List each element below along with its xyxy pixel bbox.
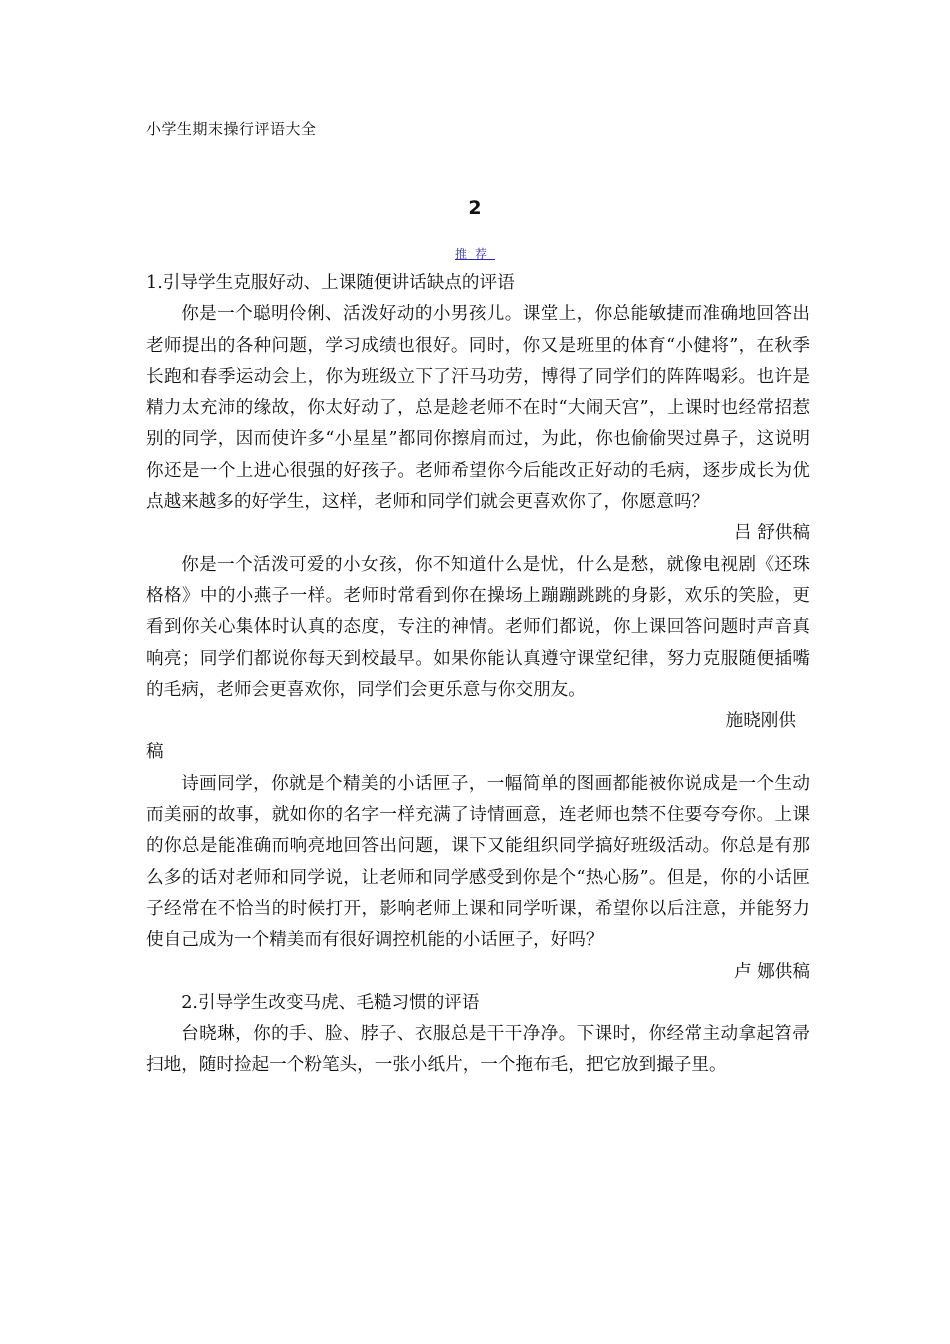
document-header: 小学生期末操行评语大全 [146,120,317,138]
section-1-title: 1.引导学生克服好动、上课随便讲话缺点的评语 [146,273,515,293]
section-2-title: 2.引导学生改变马虎、毛糙习惯的评语 [181,992,480,1013]
paragraph-3: 诗画同学，你就是个精美的小话匣子，一幅简单的图画都能被你说成是一个生动而美丽的故事，就如你的名字一样充满了诗情画意，连老师也禁不住要夸夸你。上课的你总是能准确而响亮地回答出问题，课下又能组织同学搞好班级活动。你总是有那么多的话对老师和同学说，让老师和同学感受到你是个“热心肠”。但是，你的小话匣子经常在不恰当的时候打开，影响老师上课和同学听课，希望你以后注意，并能努力使自己成为一个精美而有很好调控机能的小话匣子，好吗？ [146,773,810,951]
page-number: 2 [468,197,482,219]
document-body [146,268,810,1082]
paragraph-4: 台晓琳，你的手、脸、脖子、衣服总是干干净净。下课时，你经常主动拿起笤帚扫地，随时捡起一个粉笔头，一张小纸片，一个拖布毛，把它放到撮子里。 [146,1024,810,1076]
author-credit-3: 卢 娜供稿 [734,961,810,982]
author-credit-1: 吕 舒供稿 [734,523,810,544]
paragraph-1: 你是一个聪明伶俐、活泼好动的小男孩儿。课堂上，你总能敏捷而准确地回答出老师提出的各种问题，学习成绩也很好。同时，你又是班里的体育“小健将”，在秋季长跑和春季运动会上，你为班级立下了汗马功劳，博得了同学们的阵阵喝彩。也许是精力太充沛的缘故，你太好动了，总是趁老师不在时“大闹天宫”，上课时也经常招惹别的同学，因而使许多“小星星”都同你擦肩而过，为此，你也偷偷哭过鼻子，这说明你还是一个上进心很强的好孩子。老师希望你今后能改正好动的毛病，逐步成长为优点越来越多的好学生，这样，老师和同学们就会更喜欢你了，你愿意吗？ [146,304,810,513]
paragraph-2: 你是一个活泼可爱的小女孩，你不知道什么是忧，什么是愁，就像电视剧《还珠格格》中的小燕子一样。老师时常看到你在操场上蹦蹦跳跳的身影，欢乐的笑脸，更看到你关心集体时认真的态度，专注的神情。老师们都说，你上课回答问题时声音真响亮；同学们都说你每天到校最早。如果你能认真遵守课堂纪律，努力克服随便插嘴的毛病，老师会更喜欢你，同学们会更乐意与你交朋友。 [146,554,810,700]
author-credit-2: 施晓刚供 [725,711,796,732]
recommend-row [0,245,950,262]
recommend-link[interactable]: 推荐 [454,247,495,261]
author-credit-2-continued: 稿 [146,742,164,763]
